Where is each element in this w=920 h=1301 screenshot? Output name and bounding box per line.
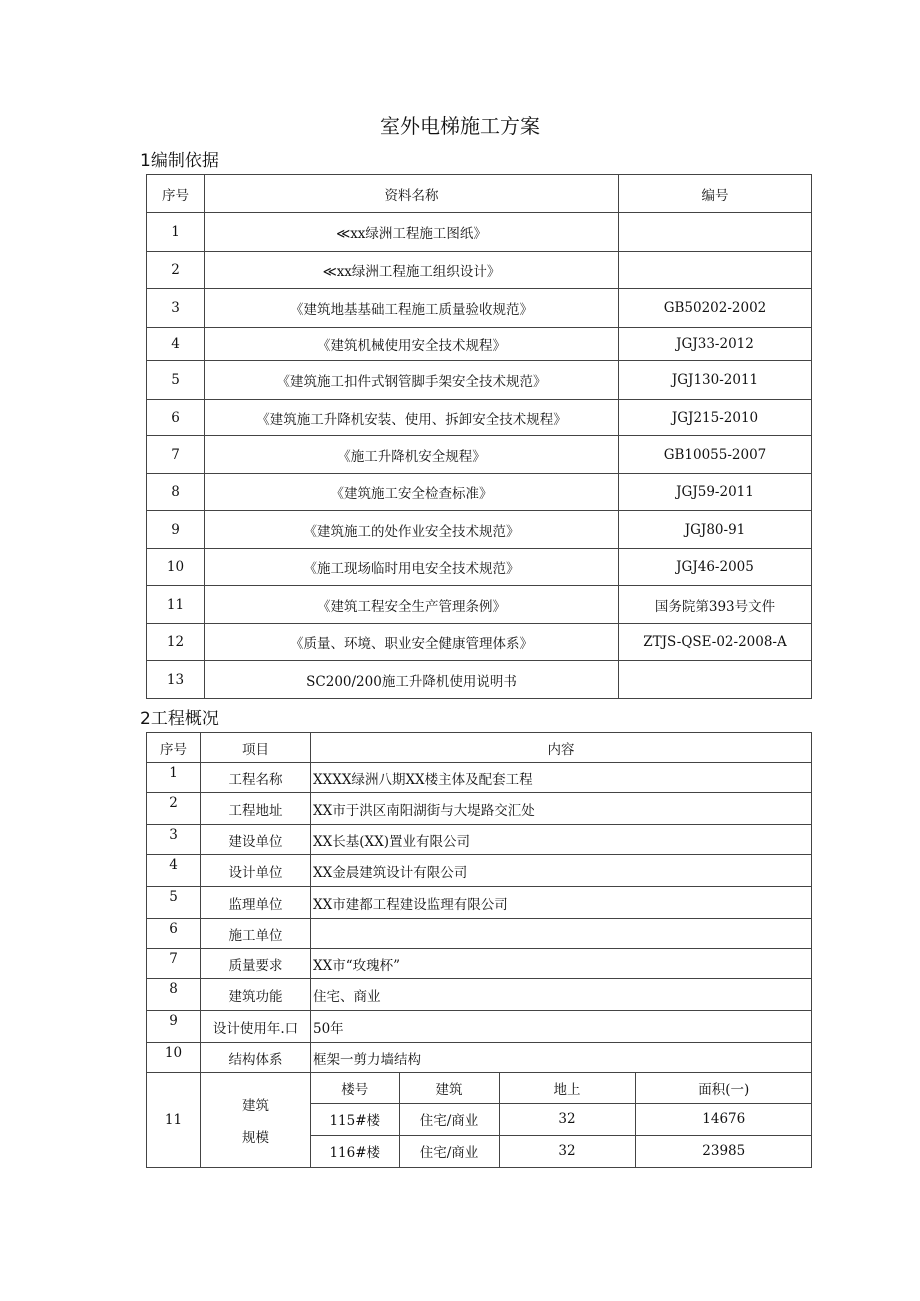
table-header-row (311, 1073, 812, 1103)
row-number: 5 (147, 361, 205, 400)
item-content: 50年 (311, 1011, 812, 1043)
column-header: 项目 (201, 733, 311, 763)
document-name: 《建筑工程安全生产管理条例》 (205, 586, 619, 624)
document-code: JGJ80-91 (619, 511, 812, 549)
column-header: 内容 (311, 733, 812, 763)
item-content: XXXX绿洲八期XX楼主体及配套工程 (311, 763, 812, 793)
table-row (147, 586, 812, 624)
scale-detail-cell (311, 1073, 812, 1168)
building-scale-table (311, 1073, 812, 1167)
table-row (147, 1011, 812, 1043)
building-area: 23985 (635, 1135, 812, 1167)
row-number: 6 (147, 919, 201, 949)
row-number: 1 (147, 763, 201, 793)
item-label: 建设单位 (201, 825, 311, 855)
table-row (147, 763, 812, 793)
floors-above-ground: 32 (499, 1103, 635, 1135)
section-1-heading: 1编制依据 (140, 151, 219, 171)
table-row (147, 979, 812, 1011)
document-code (619, 213, 812, 252)
row-number: 2 (147, 793, 201, 825)
document-code: JGJ46-2005 (619, 549, 812, 586)
column-header: 面积(一) (635, 1073, 812, 1103)
row-number: 3 (147, 825, 201, 855)
row-number: 9 (147, 1011, 201, 1043)
table-row (147, 949, 812, 979)
table-row (311, 1135, 812, 1167)
item-label: 监理单位 (201, 887, 311, 919)
table-row (147, 213, 812, 252)
row-number: 1 (147, 213, 205, 252)
item-label: 结构体系 (201, 1043, 311, 1073)
row-number: 4 (147, 855, 201, 887)
row-number: 7 (147, 436, 205, 474)
reference-table (146, 174, 812, 699)
row-number: 2 (147, 252, 205, 289)
item-label: 施工单位 (201, 919, 311, 949)
floors-above-ground: 32 (499, 1135, 635, 1167)
item-label: 质量要求 (201, 949, 311, 979)
document-name: 《建筑地基基础工程施工质量验收规范》 (205, 289, 619, 328)
row-number: 6 (147, 400, 205, 436)
document-name: 《建筑机械使用安全技术规程》 (205, 328, 619, 361)
document-code: GB10055-2007 (619, 436, 812, 474)
document-name: 《建筑施工扣件式钢管脚手架安全技术规范》 (205, 361, 619, 400)
row-number: 7 (147, 949, 201, 979)
section-2-heading: 2工程概况 (140, 709, 219, 729)
document-name: ≪xx绿洲工程施工组织设计》 (205, 252, 619, 289)
column-header: 地上 (499, 1073, 635, 1103)
item-content: XX市于洪区南阳湖街与大堤路交汇处 (311, 793, 812, 825)
column-header: 序号 (147, 175, 205, 213)
document-code: 国务院第393号文件 (619, 586, 812, 624)
document-title: 室外电梯施工方案 (380, 114, 540, 138)
document-code: JGJ33-2012 (619, 328, 812, 361)
table-row (147, 328, 812, 361)
table-row (147, 887, 812, 919)
row-number: 5 (147, 887, 201, 919)
table-row (147, 436, 812, 474)
document-name: 《建筑施工安全检查标准》 (205, 474, 619, 511)
table-header-row (147, 175, 812, 213)
building-scale-row (147, 1073, 812, 1168)
item-label: 建筑功能 (201, 979, 311, 1011)
table-row (147, 474, 812, 511)
row-number: 13 (147, 661, 205, 699)
document-name: 《施工现场临时用电安全技术规范》 (205, 549, 619, 586)
item-content: XX市建都工程建设监理有限公司 (311, 887, 812, 919)
row-number: 9 (147, 511, 205, 549)
table-header-row (147, 733, 812, 763)
column-header: 楼号 (311, 1073, 399, 1103)
document-name: SC200/200施工升降机使用说明书 (205, 661, 619, 699)
table-row (147, 252, 812, 289)
item-content: XX金晨建筑设计有限公司 (311, 855, 812, 887)
document-code (619, 252, 812, 289)
document-code: ZTJS-QSE-02-2008-A (619, 624, 812, 661)
building-use: 住宅/商业 (399, 1103, 499, 1135)
row-number: 10 (147, 549, 205, 586)
document-code (619, 661, 812, 699)
row-number: 4 (147, 328, 205, 361)
document-name: 《建筑施工的处作业安全技术规范》 (205, 511, 619, 549)
scale-label-line1: 建筑 (242, 1098, 269, 1114)
building-use: 住宅/商业 (399, 1135, 499, 1167)
document-code: JGJ215-2010 (619, 400, 812, 436)
table-row (147, 511, 812, 549)
row-number: 8 (147, 979, 201, 1011)
project-overview-table (146, 732, 812, 1168)
column-header: 序号 (147, 733, 201, 763)
building-area: 14676 (635, 1103, 812, 1135)
item-content: 住宅、商业 (311, 979, 812, 1011)
document-code: GB50202-2002 (619, 289, 812, 328)
item-label: 工程地址 (201, 793, 311, 825)
document-name: 《建筑施工升降机安装、使用、拆卸安全技术规程》 (205, 400, 619, 436)
scale-label (201, 1073, 311, 1168)
table-row (147, 855, 812, 887)
document-code: JGJ130-2011 (619, 361, 812, 400)
building-number: 115#楼 (311, 1103, 399, 1135)
table-row (147, 289, 812, 328)
row-number: 11 (147, 1073, 201, 1168)
item-content (311, 919, 812, 949)
item-content: XX市“玫瑰杯” (311, 949, 812, 979)
document-name: 《施工升降机安全规程》 (205, 436, 619, 474)
table-row (147, 549, 812, 586)
building-number: 116#楼 (311, 1135, 399, 1167)
document-name: 《质量、环境、职业安全健康管理体系》 (205, 624, 619, 661)
table-row (147, 1043, 812, 1073)
table-row (147, 361, 812, 400)
item-label: 设计使用年.口 (201, 1011, 311, 1043)
row-number: 10 (147, 1043, 201, 1073)
table-row (311, 1103, 812, 1135)
column-header: 资料名称 (205, 175, 619, 213)
row-number: 8 (147, 474, 205, 511)
item-content: XX长基(XX)置业有限公司 (311, 825, 812, 855)
table-row (147, 825, 812, 855)
document-code: JGJ59-2011 (619, 474, 812, 511)
table-row (147, 400, 812, 436)
row-number: 11 (147, 586, 205, 624)
row-number: 12 (147, 624, 205, 661)
table-row (147, 793, 812, 825)
item-content: 框架一剪力墙结构 (311, 1043, 812, 1073)
row-number: 3 (147, 289, 205, 328)
table-row (147, 624, 812, 661)
item-label: 设计单位 (201, 855, 311, 887)
item-label: 工程名称 (201, 763, 311, 793)
table-row (147, 919, 812, 949)
column-header: 编号 (619, 175, 812, 213)
table-row (147, 661, 812, 699)
column-header: 建筑 (399, 1073, 499, 1103)
document-name: ≪xx绿洲工程施工图纸》 (205, 213, 619, 252)
scale-label-line2: 规模 (242, 1130, 269, 1146)
